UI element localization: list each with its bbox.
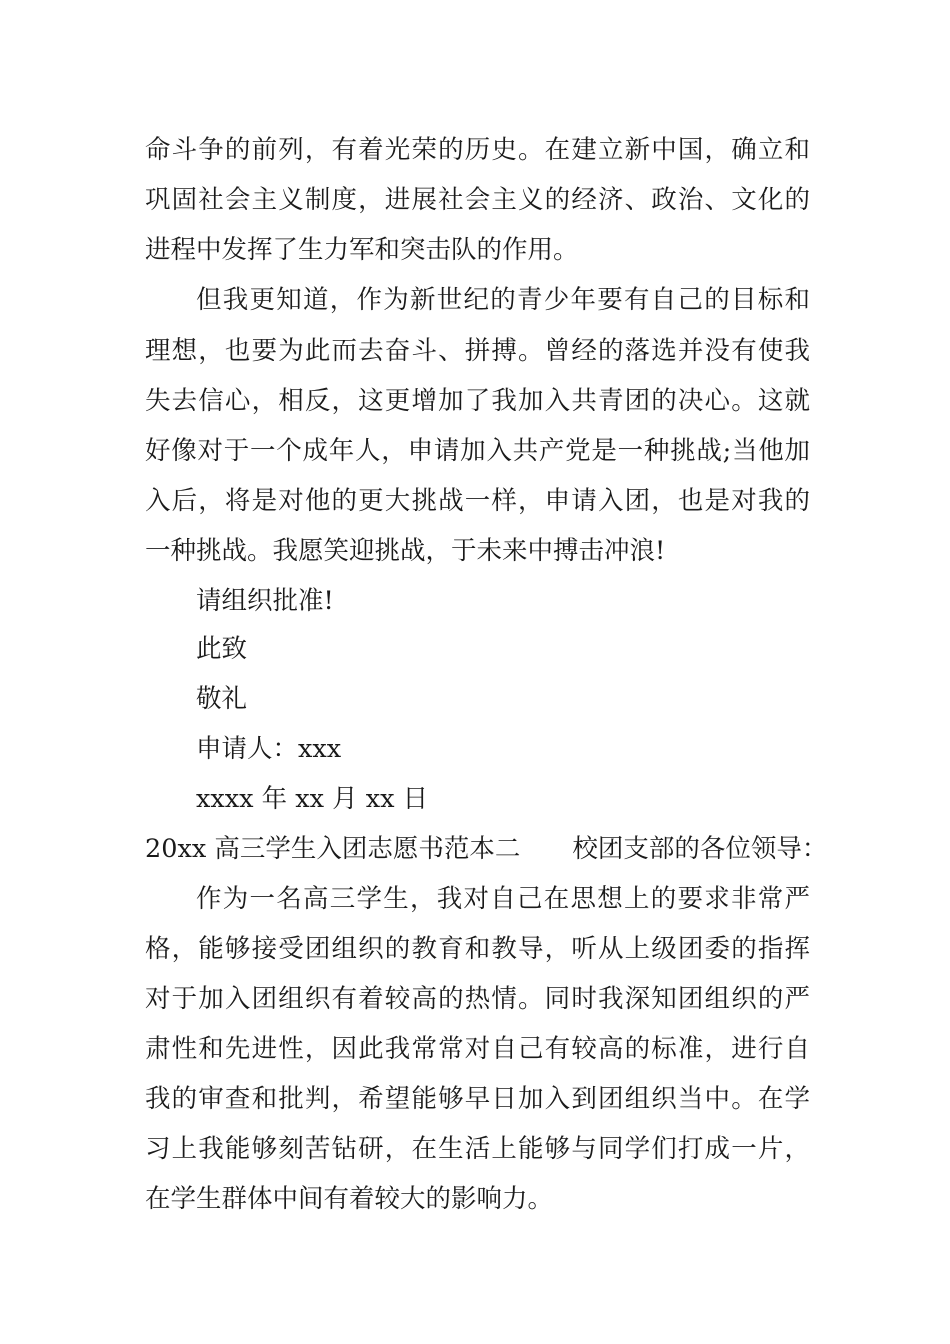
application-date: xxxx 年 xx 月 xx 日 bbox=[196, 784, 429, 814]
paragraph-line: 进程中发挥了生力军和突击队的作用。 bbox=[145, 235, 579, 265]
paragraph-line: 好像对于一个成年人，申请加入共产党是一种挑战;当他加 bbox=[145, 436, 810, 466]
paragraph-line: 入后，将是对他的更大挑战一样，申请入团，也是对我的 bbox=[145, 486, 810, 516]
paragraph-line: 命斗争的前列，有着光荣的历史。在建立新中国，确立和 bbox=[145, 135, 810, 165]
paragraph-line: 一种挑战。我愿笑迎挑战，于未来中搏击冲浪! bbox=[145, 536, 666, 566]
paragraph-line: 我的审查和批判，希望能够早日加入到团组织当中。在学 bbox=[145, 1084, 810, 1114]
greeting: 校团支部的各位领导： bbox=[572, 834, 828, 864]
paragraph-line: 在学生群体中间有着较大的影响力。 bbox=[145, 1184, 554, 1214]
paragraph-line: 巩固社会主义制度，进展社会主义的经济、政治、文化的 bbox=[145, 185, 810, 215]
section-heading-line bbox=[145, 832, 828, 866]
paragraph-line: 但我更知道，作为新世纪的青少年要有自己的目标和 bbox=[196, 285, 810, 315]
paragraph-line: 格，能够接受团组织的教育和教导，听从上级团委的指挥 bbox=[145, 934, 810, 964]
paragraph-line: 肃性和先进性，因此我常常对自己有较高的标准，进行自 bbox=[145, 1034, 810, 1064]
paragraph-line: 对于加入团组织有着较高的热情。同时我深知团组织的严 bbox=[145, 984, 810, 1014]
closing-request: 请组织批准! bbox=[196, 586, 334, 616]
paragraph-line: 失去信心，相反，这更增加了我加入共青团的决心。这就 bbox=[145, 386, 810, 416]
applicant-signature: 申请人：xxx bbox=[196, 734, 342, 764]
paragraph-line: 作为一名高三学生，我对自己在思想上的要求非常严 bbox=[196, 884, 810, 914]
section-title: 20xx 高三学生入团志愿书范本二 bbox=[145, 834, 521, 864]
paragraph-line: 理想，也要为此而去奋斗、拼搏。曾经的落选并没有使我 bbox=[145, 336, 810, 366]
closing-salute-1: 此致 bbox=[196, 634, 248, 664]
paragraph-line: 习上我能够刻苦钻研，在生活上能够与同学们打成一片， bbox=[145, 1134, 810, 1164]
closing-salute-2: 敬礼 bbox=[196, 684, 248, 714]
